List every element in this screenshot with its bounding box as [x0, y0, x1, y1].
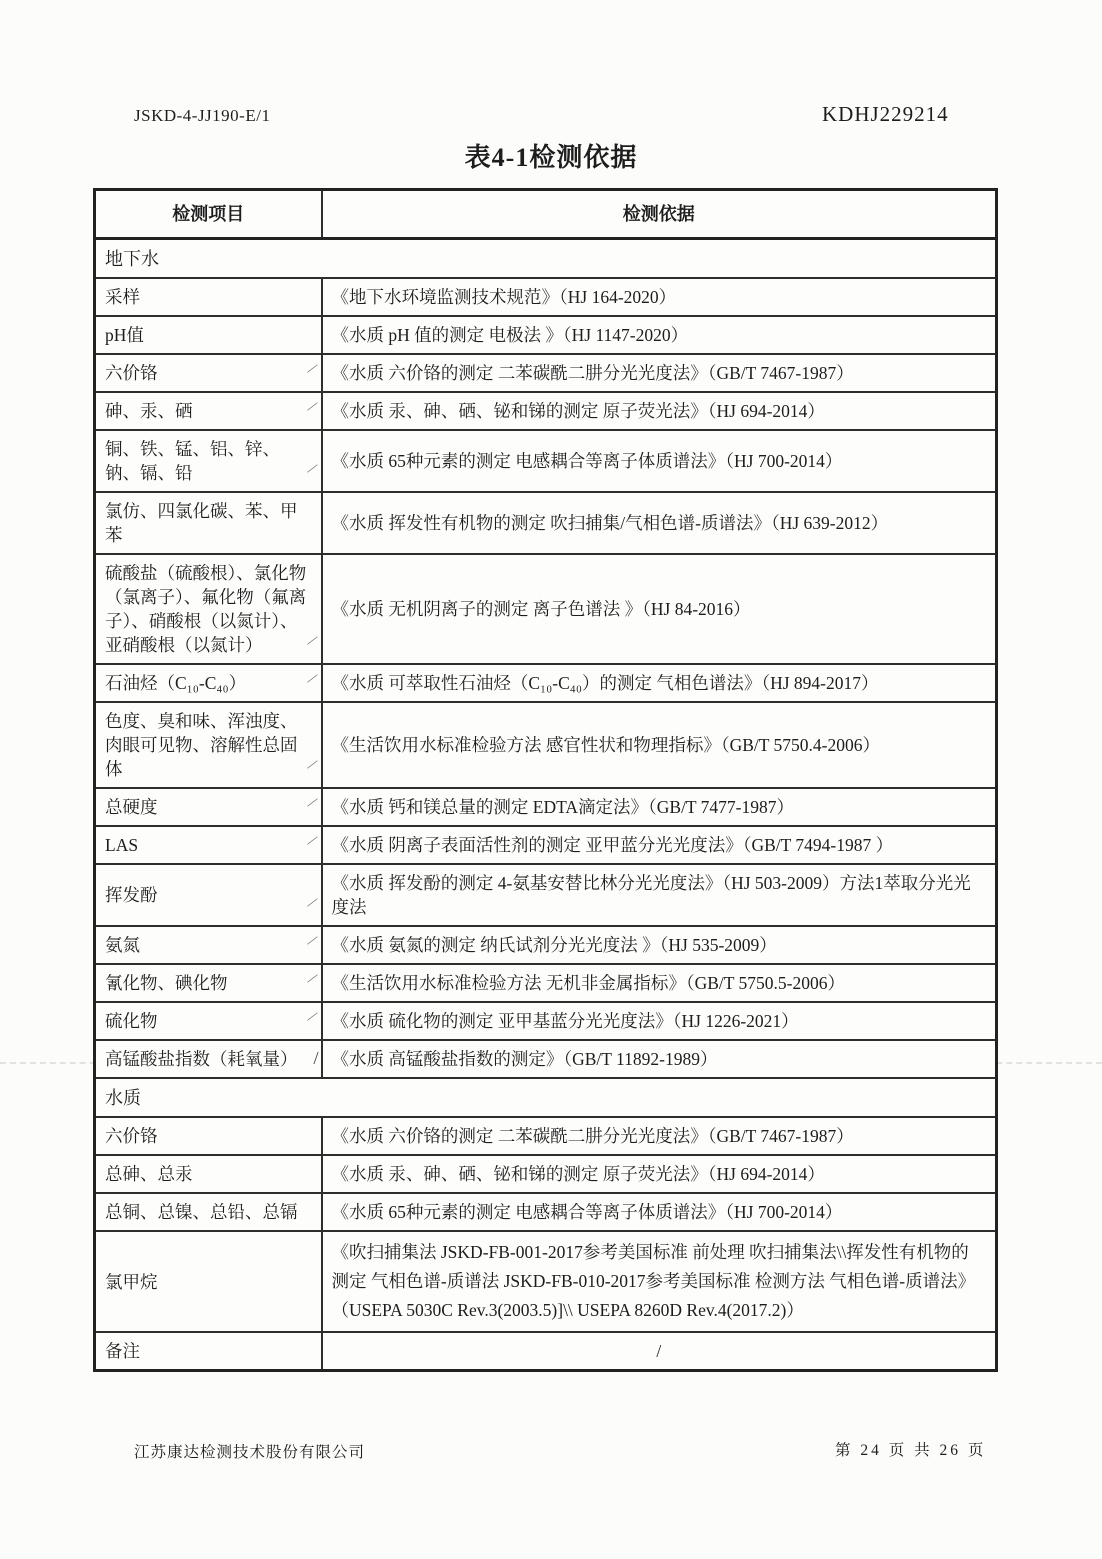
section-title: 地下水: [95, 239, 997, 279]
item-cell: [95, 1117, 322, 1155]
item-text: 氯仿、四氯化碳、苯、甲苯: [105, 501, 298, 545]
section-title: 水质: [95, 1078, 997, 1117]
item-text: 总铜、总镍、总铅、总镉: [105, 1202, 298, 1222]
item-cell: [95, 1332, 322, 1371]
item-text: 六价铬: [105, 363, 158, 383]
check-mark: ∕: [309, 361, 316, 378]
basis-cell: 《地下水环境监测技术规范》（HJ 164-2020）: [322, 278, 997, 316]
page-title: 表4-1检测依据: [464, 143, 638, 172]
table-row: [95, 1155, 997, 1193]
basis-cell: 《水质 钙和镁总量的测定 EDTA滴定法》（GB/T 7477-1987）: [322, 788, 997, 826]
basis-cell: /: [322, 1332, 997, 1371]
doc-code: JSKD-4-JJ190-E/1: [134, 106, 271, 125]
section-row-water-quality: [95, 1078, 997, 1117]
table-row: [95, 1040, 997, 1078]
basis-cell: 《水质 可萃取性石油烃（C₁₀-C₄₀）的测定 气相色谱法》（HJ 894-2017）: [322, 664, 997, 702]
table-header-row: [95, 190, 997, 239]
item-cell: [95, 1193, 322, 1231]
report-number: KDHJ229214: [822, 102, 949, 126]
item-cell: [95, 492, 322, 554]
item-text: 铜、铁、锰、铝、锌、钠、镉、铅: [105, 439, 280, 483]
table-row: [95, 354, 997, 392]
check-mark: ∕: [309, 757, 316, 774]
item-cell: [95, 1040, 322, 1078]
check-mark: ∕: [309, 461, 316, 478]
item-text: pH值: [105, 325, 144, 345]
basis-cell: 《水质 高锰酸盐指数的测定》（GB/T 11892-1989）: [322, 1040, 997, 1078]
basis-cell: 《水质 65种元素的测定 电感耦合等离子体质谱法》（HJ 700-2014）: [322, 430, 997, 492]
table-row: [95, 430, 997, 492]
item-text: 备注: [105, 1341, 140, 1361]
item-text: 石油烃（C₁₀-C₄₀）: [105, 673, 247, 693]
table-row: [95, 864, 997, 926]
footer-page-number: 第 24 页 共 26 页: [835, 1442, 987, 1459]
basis-cell: 《水质 汞、砷、硒、铋和锑的测定 原子荧光法》（HJ 694-2014）: [322, 392, 997, 430]
basis-cell: 《水质 65种元素的测定 电感耦合等离子体质谱法》（HJ 700-2014）: [322, 1193, 997, 1231]
check-mark: ∕: [309, 633, 316, 650]
basis-cell: 《水质 阴离子表面活性剂的测定 亚甲蓝分光光度法》（GB/T 7494-1987 ）: [322, 826, 997, 864]
table-row: [95, 1231, 997, 1332]
item-cell: [95, 554, 322, 664]
table-row: [95, 702, 997, 788]
check-mark: ∕: [309, 833, 316, 850]
footer-company: 江苏康达检测技术股份有限公司: [134, 1444, 366, 1461]
basis-cell: 《水质 汞、砷、硒、铋和锑的测定 原子荧光法》（HJ 694-2014）: [322, 1155, 997, 1193]
item-cell: [95, 1002, 322, 1040]
item-cell: [95, 430, 322, 492]
table-row: [95, 1002, 997, 1040]
item-text: 总砷、总汞: [105, 1164, 193, 1184]
header-basis-cell: 检测依据: [322, 190, 997, 239]
item-cell: [95, 664, 322, 702]
check-mark: ∕: [309, 399, 316, 416]
item-cell: [95, 702, 322, 788]
item-cell: [95, 926, 322, 964]
basis-cell: 《水质 挥发性有机物的测定 吹扫捕集/气相色谱-质谱法》（HJ 639-2012）: [322, 492, 997, 554]
item-cell: [95, 1231, 322, 1332]
detection-basis-table: [93, 188, 998, 1372]
table-row: [95, 664, 997, 702]
item-text: 总硬度: [105, 797, 158, 817]
basis-cell: 《生活饮用水标准检验方法 感官性状和物理指标》（GB/T 5750.4-2006）: [322, 702, 997, 788]
check-mark: ∕: [309, 895, 316, 912]
table-row: [95, 1193, 997, 1231]
table-row: [95, 554, 997, 664]
table-row: [95, 1332, 997, 1371]
table-row: [95, 788, 997, 826]
basis-cell: 《水质 硫化物的测定 亚甲基蓝分光光度法》（HJ 1226-2021）: [322, 1002, 997, 1040]
check-mark: ∕: [309, 671, 316, 688]
item-cell: [95, 1155, 322, 1193]
basis-cell: 《水质 氨氮的测定 纳氏试剂分光光度法 》（HJ 535-2009）: [322, 926, 997, 964]
section-row-groundwater: [95, 239, 997, 279]
table-row: [95, 278, 997, 316]
table-row: [95, 316, 997, 354]
item-cell: [95, 864, 322, 926]
basis-cell: 《水质 pH 值的测定 电极法 》（HJ 1147-2020）: [322, 316, 997, 354]
slash-mark: /: [313, 1048, 319, 1068]
check-mark: ∕: [309, 971, 316, 988]
table-row: [95, 964, 997, 1002]
check-mark: ∕: [309, 795, 316, 812]
item-cell: [95, 964, 322, 1002]
table-row: [95, 492, 997, 554]
item-text: 氯甲烷: [105, 1271, 158, 1292]
item-cell: [95, 788, 322, 826]
item-text: 挥发酚: [105, 885, 158, 905]
table-row: [95, 1117, 997, 1155]
check-mark: ∕: [309, 933, 316, 950]
item-cell: [95, 278, 322, 316]
item-cell: [95, 392, 322, 430]
item-text: 采样: [105, 287, 140, 307]
basis-cell: 《水质 六价铬的测定 二苯碳酰二肼分光光度法》（GB/T 7467-1987）: [322, 1117, 997, 1155]
item-text: 硫化物: [105, 1011, 158, 1031]
basis-cell: 《吹扫捕集法 JSKD-FB-001-2017参考美国标准 前处理 吹扫捕集法\\挥发性有机物的测定 气相色谱-质谱法 JSKD-FB-010-2017参考美国标准 检测方法 气相色谱-质谱法》（USEPA 5030C Rev.3(2003.5)]\\ USEPA 8260D Rev.4(2017.2)）: [322, 1231, 997, 1332]
item-text: 六价铬: [105, 1126, 158, 1146]
table-row: [95, 926, 997, 964]
item-cell: [95, 354, 322, 392]
item-text: 高锰酸盐指数（耗氧量）: [105, 1049, 298, 1069]
item-text: LAS: [105, 835, 139, 855]
item-cell: [95, 316, 322, 354]
item-text: 氰化物、碘化物: [105, 973, 228, 993]
check-mark: ∕: [309, 1009, 316, 1026]
item-text: 氨氮: [105, 935, 140, 955]
item-cell: [95, 826, 322, 864]
basis-cell: 《水质 六价铬的测定 二苯碳酰二肼分光光度法》（GB/T 7467-1987）: [322, 354, 997, 392]
basis-cell: 《水质 挥发酚的测定 4-氨基安替比林分光光度法》（HJ 503-2009）方法1萃取分光光度法: [322, 864, 997, 926]
header-item-cell: 检测项目: [95, 190, 322, 239]
table-row: [95, 392, 997, 430]
item-text: 色度、臭和味、浑浊度、肉眼可见物、溶解性总固体: [105, 711, 298, 779]
table-row: [95, 826, 997, 864]
basis-cell: 《水质 无机阴离子的测定 离子色谱法 》（HJ 84-2016）: [322, 554, 997, 664]
item-text: 硫酸盐（硫酸根）、氯化物（氯离子）、氟化物（氟离子）、硝酸根（以氮计）、亚硝酸根（以氮计）: [105, 563, 307, 655]
item-text: 砷、汞、硒: [105, 401, 193, 421]
basis-cell: 《生活饮用水标准检验方法 无机非金属指标》（GB/T 5750.5-2006）: [322, 964, 997, 1002]
